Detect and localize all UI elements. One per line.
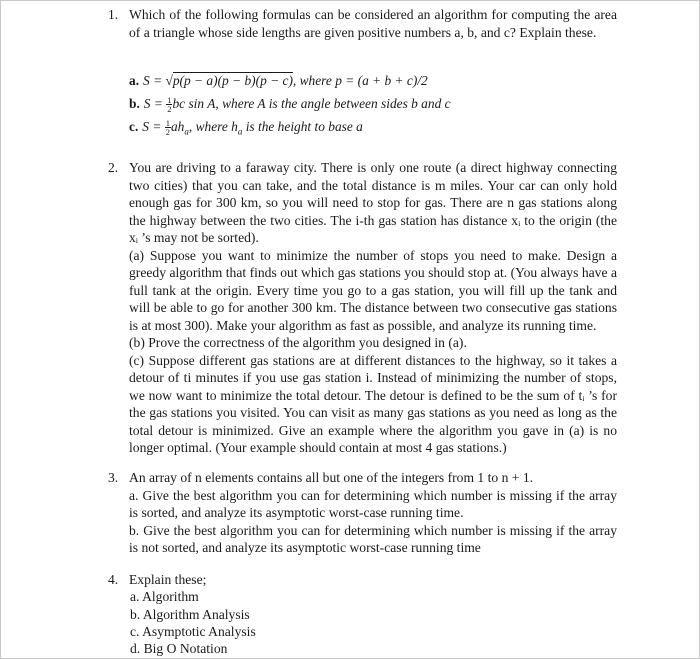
question-2-paragraph-a: (a) Suppose you want to minimize the number of stops you need to make. Design a greedy algorithm that finds out which gas stations you should stop at. (You always have a full tank at the origin. Every time you go to a gas station, you will fill up the tank and will be able to go for another 300 km. The distance between two consecutive gas stations is at most 300). Make your algorithm as fast as possible, and analyze its running time. [129,247,617,333]
question-4-item-b: b. Algorithm Analysis [130,606,250,622]
option-c-rest-sub: a [237,126,243,137]
question-3-paragraph-a: a. Give the best algorithm you can for determining which number is missing if the array is sorted, and analyze its asymptotic worst-case running time. [129,487,617,520]
question-4-number: 4. [108,572,119,587]
option-a-rest: , where p = (a + b + c)/2 [292,73,428,88]
question-3-text [129,469,617,557]
question-4-heading: Explain these; [129,572,207,587]
option-c-fraction: $\frac{1}{2}$ [165,118,170,138]
option-b-label: b. [129,96,140,111]
option-b-main: bc sin A [172,96,216,111]
question-4-item-a: a. Algorithm [130,589,199,605]
question-1-text [129,6,617,41]
question-1-paragraph: Which of the following formulas can be considered an algorithm for computing the area of a triangle whose side lengths are given positive numbers a, b, and c? Explain these. [129,7,617,40]
option-a-label: a. [129,73,140,88]
question-3-paragraph-intro: An array of n elements contains all but one of the integers from 1 to n + 1. [129,470,534,485]
question-2-paragraph-b: (b) Prove the correctness of the algorithm you designed in (a). [129,335,467,350]
option-a-sqrt: p(p − a)(p − b)(p − c) [172,73,293,88]
option-b-prefix: S = [143,96,167,111]
question-2-paragraph-intro: You are driving to a faraway city. There is only one route (a direct highway connecting two cities) that you can take, and the total distance is m miles. Your car can only hold enough gas for 300 km, so you will need to stop for gas. There are n gas stations along the highway between the two cities. The i-th gas station has distance xᵢ to the origin (the xᵢ ’s may not be sorted). [129,160,617,245]
option-c-rest-end: is the height to base a [242,119,363,134]
option-c-label: c. [129,119,139,134]
option-b-rest: , where A is the angle between sides b and c [215,96,451,111]
question-2-number: 2. [108,160,119,175]
question-4-item-c: c. Asymptotic Analysis [130,623,256,639]
question-1-option-a [129,72,428,90]
question-4-content [129,571,256,657]
question-1-option-c [129,118,363,141]
question-2-text [129,159,617,457]
question-4-item-d: d. Big O Notation [130,641,228,657]
question-1-number: 1. [108,7,119,22]
option-b-fraction: $\frac{1}{2}$ [167,95,172,115]
question-3-paragraph-b: b. Give the best algorithm you can for determining which number is missing if the array is not sorted, and analyze its asymptotic worst-case running time [129,522,617,555]
option-c-prefix: S = [142,119,165,134]
option-c-sub: a [184,126,189,137]
option-c-main: ah [170,119,185,134]
option-c-rest: , where h [188,119,238,134]
sqrt-icon: √ [165,73,173,88]
question-3-number: 3. [108,470,119,485]
option-a-prefix: S = [143,73,166,88]
question-1-option-b [129,95,451,113]
question-2-paragraph-c: (c) Suppose different gas stations are at different distances to the highway, so it takes a detour of ti minutes if you use gas station i. Instead of minimizing the number of stops, we now want to minimize the total detour. The detour is defined to be the sum of tᵢ ’s for the gas stations you visited. You can visit as many gas stations as you need as long as the total detour is minimized. Give an example where the algorithm you gave in (a) is no longer optimal. (Your example should contain at most 4 gas stations.) [129,352,617,455]
